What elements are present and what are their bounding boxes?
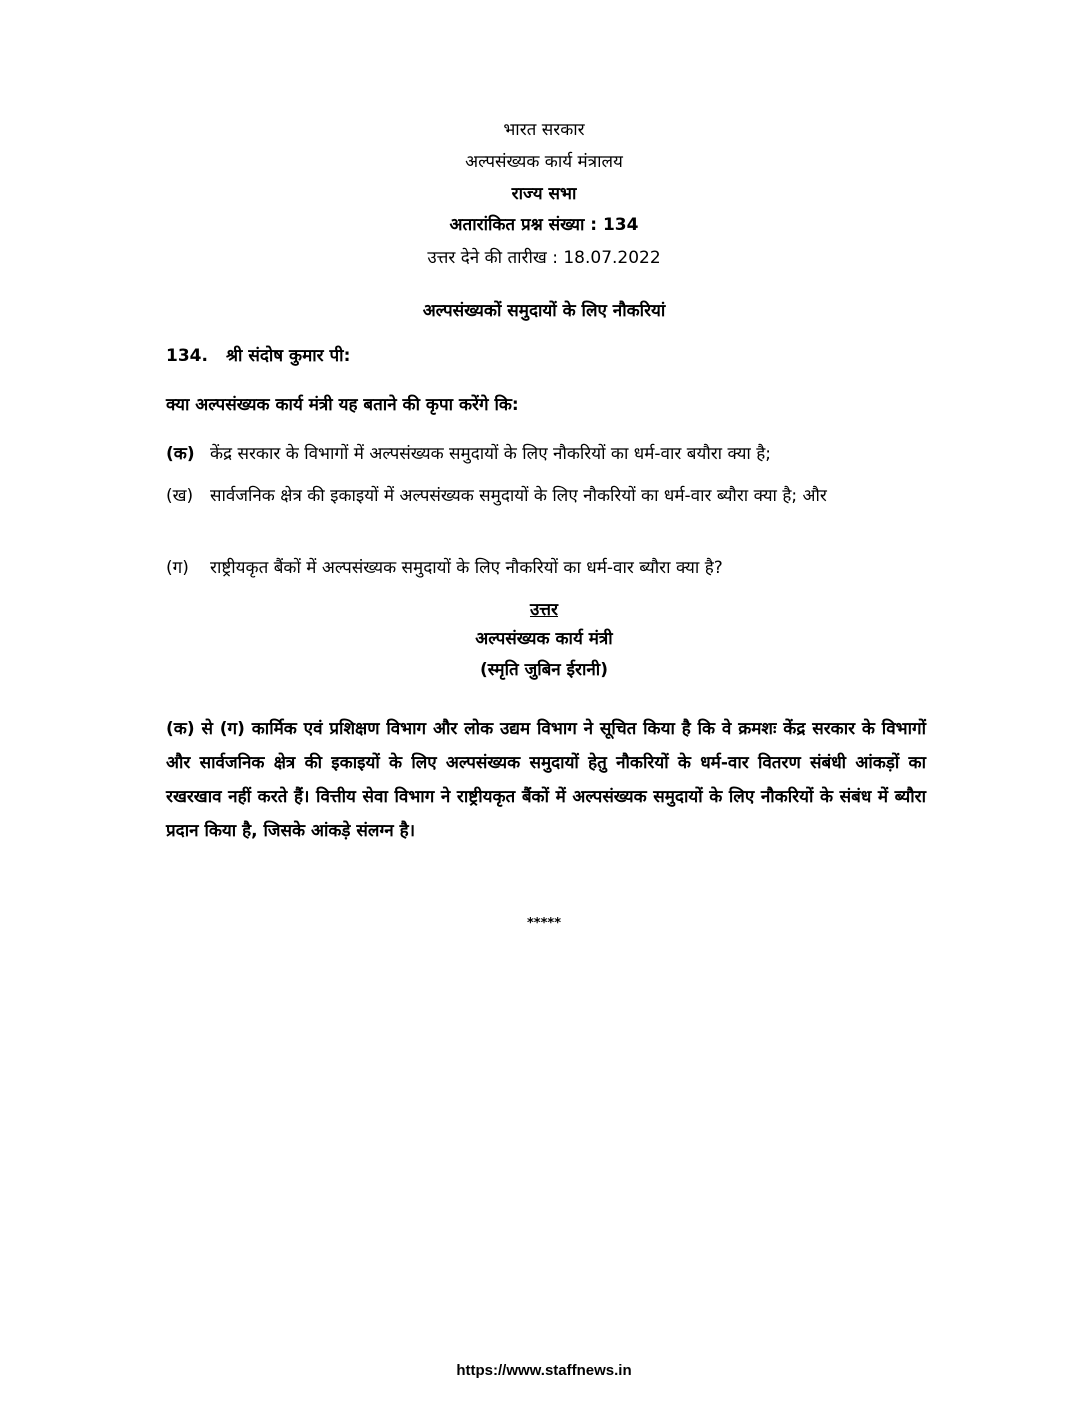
house-heading: राज्य सभा [511,184,577,204]
ministry-heading: अल्पसंख्यक कार्य मंत्रालय [465,152,623,172]
item-label: (ग) [166,558,189,578]
answer-date-heading: उत्तर देने की तारीख : 18.07.2022 [427,248,661,268]
question-intro: क्या अल्पसंख्यक कार्य मंत्री यह बताने की कृपा करेंगे कि: [166,395,519,415]
subject-title: अल्पसंख्यकों समुदायों के लिए नौकरियां [422,301,666,321]
answer-title: उत्तर [529,600,559,620]
question-number: 134. [166,346,208,366]
end-separator: ***** [527,916,561,931]
minister-name: (स्मृति जुबिन ईरानी) [480,660,608,680]
footer-url: https://www.staffnews.in [456,1362,632,1379]
item-text: केंद्र सरकार के विभागों में अल्पसंख्यक समुदायों के लिए नौकरियों का धर्म-वार बयौरा क्या है; [210,444,771,464]
question-number-heading: अतारांकित प्रश्न संख्या : 134 [449,215,639,235]
govt-heading: भारत सरकार [503,120,585,140]
item-label: (ख) [166,486,194,506]
item-text: सार्वजनिक क्षेत्र की इकाइयों में अल्पसंख्यक समुदायों के लिए नौकरियों का धर्म-वार ब्यौरा क्या है; और [210,486,827,506]
item-label: (क) [166,444,195,464]
answer-paragraph: (क) से (ग) कार्मिक एवं प्रशिक्षण विभाग और लोक उद्यम विभाग ने सूचित किया है कि वे क्रमशः केंद्र सरकार के विभागों और सार्वजनिक क्षेत्र की इकाइयों के लिए अल्पसंख्यक समुदायों हेतु नौकरियों के धर्म-वार वितरण संबंधी आंकड़ों का रखरखाव नहीं करते हैं। वित्तीय सेवा विभाग ने राष्ट्रीयकृत बैंकों में अल्पसंख्यक समुदायों के लिए नौकरियों के संबंध में ब्यौरा प्रदान किया है, जिसके आंकड़े संलग्न है। [166,719,926,841]
minister-title: अल्पसंख्यक कार्य मंत्री [475,629,613,649]
member-name: श्री संदोष कुमार पी: [226,346,351,366]
item-text: राष्ट्रीयकृत बैंकों में अल्पसंख्यक समुदायों के लिए नौकरियों का धर्म-वार ब्यौरा क्या है? [210,558,723,578]
